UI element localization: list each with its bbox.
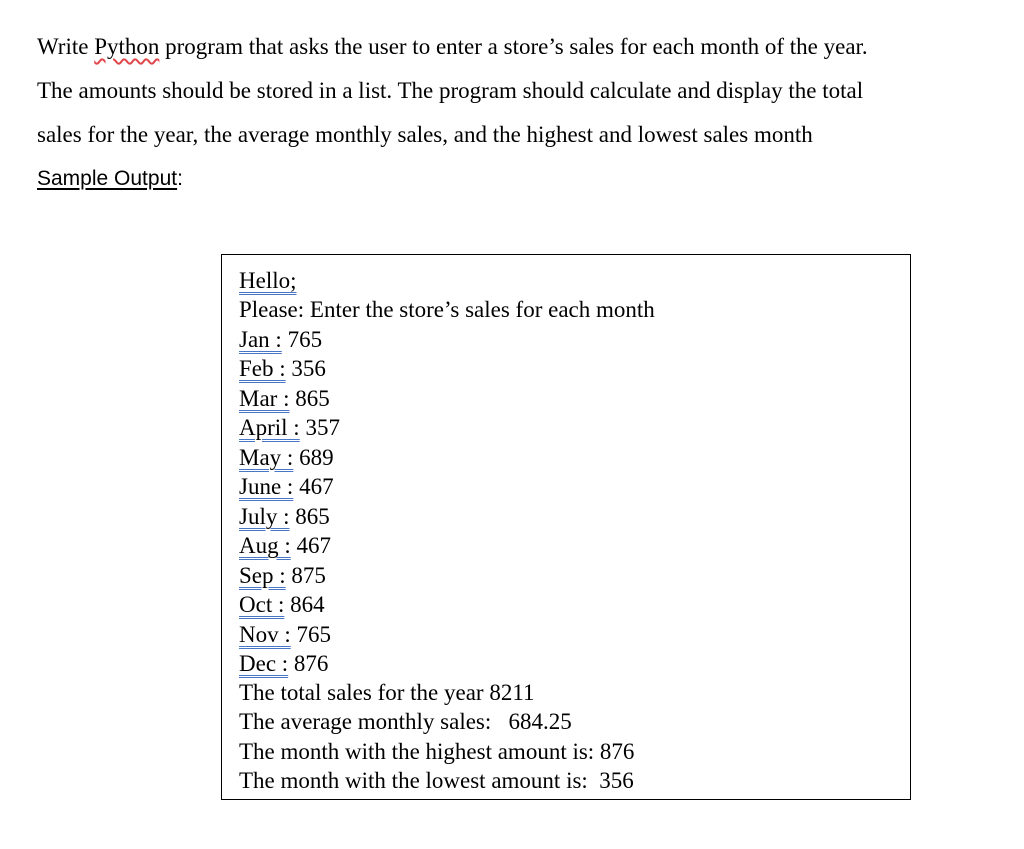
month-value: 357 [299, 415, 340, 440]
month-line [239, 326, 322, 353]
month-label: Mar : [239, 386, 290, 411]
month-line [239, 621, 331, 648]
month-label: Jan : [239, 327, 282, 352]
month-line [239, 650, 328, 677]
month-value: 875 [285, 563, 326, 588]
month-value: 765 [281, 327, 323, 352]
month-label: Oct : [239, 592, 285, 617]
month-value: 865 [289, 386, 330, 411]
month-label: Dec : [239, 651, 289, 676]
month-line [239, 444, 334, 471]
month-value: 689 [293, 445, 334, 470]
sample-output-label: Sample Output [37, 167, 178, 190]
month-line [239, 532, 331, 559]
month-value: 467 [290, 533, 331, 558]
month-label: Sep : [239, 563, 286, 588]
question-line-2: The amounts should be stored in a list. The program should calculate and display the total [37, 78, 864, 103]
month-line [239, 473, 334, 500]
month-label: June : [239, 474, 294, 499]
month-line [239, 355, 326, 382]
question-text: Write [37, 34, 95, 59]
question-line-1 [37, 33, 868, 60]
month-value: 467 [293, 474, 334, 499]
question-line-3: sales for the year, the average monthly sales, and the highest and lowest sales month [37, 122, 813, 147]
month-label: Feb : [239, 356, 286, 381]
month-line [239, 591, 325, 618]
lowest-sales-line: The month with the lowest amount is: 356 [239, 768, 634, 793]
month-line [239, 414, 340, 441]
month-label: Aug : [239, 533, 291, 558]
total-sales-line: The total sales for the year 8211 [239, 680, 535, 705]
month-label: Nov : [239, 622, 291, 647]
month-value: 865 [289, 504, 330, 529]
sample-output-box [221, 254, 911, 800]
greeting-text: Hello; [239, 268, 297, 293]
month-label: May : [239, 445, 294, 470]
average-sales-line: The average monthly sales: 684.25 [239, 709, 572, 734]
greeting-line [239, 267, 297, 294]
month-line [239, 562, 326, 589]
month-value: 356 [285, 356, 326, 381]
month-label: July : [239, 504, 290, 529]
month-value: 765 [290, 622, 331, 647]
spellcheck-flagged-word[interactable]: Python [94, 34, 160, 59]
highest-sales-line: The month with the highest amount is: 876 [239, 739, 635, 764]
month-line [239, 503, 330, 530]
month-value: 864 [284, 592, 325, 617]
month-label: April : [239, 415, 300, 440]
prompt-line: Please: Enter the store’s sales for each month [239, 297, 655, 322]
month-line [239, 385, 330, 412]
sample-output-heading [37, 165, 183, 192]
month-value: 876 [288, 651, 329, 676]
sample-output-colon: : [177, 167, 183, 190]
question-text: program that asks the user to enter a store’s sales for each month of the year. [159, 34, 868, 59]
